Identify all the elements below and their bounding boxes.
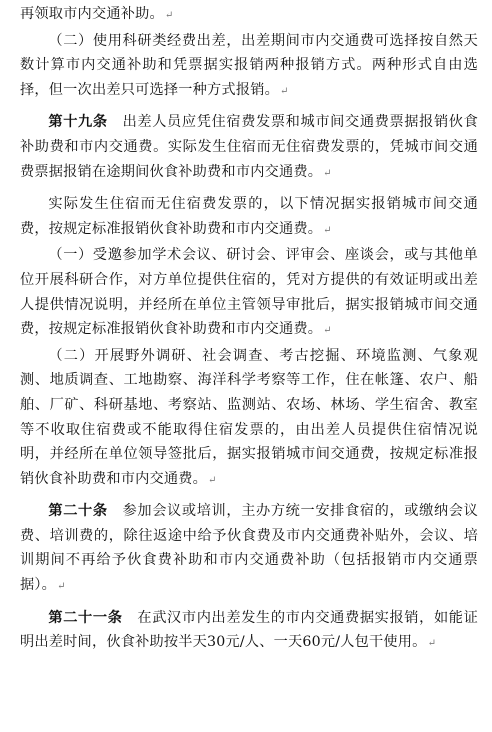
paragraph-mark-icon: ↵ xyxy=(323,325,332,337)
paragraph-continuation xyxy=(20,2,478,29)
paragraph-item-2 xyxy=(20,29,478,105)
article-heading: 第十九条 xyxy=(48,114,108,131)
paragraph-text: 再领取市内交通补助。 xyxy=(20,6,164,22)
paragraph-text: 实际发生住宿而无住宿费发票的，以下情况据实报销城市间交通费，按规定标准报销伙食补助费和市内交通费。 xyxy=(20,196,478,237)
paragraph-item-2-field xyxy=(20,344,478,494)
paragraph-text: 在武汉市内出差发生的市内交通费据实报销，如能证明出差时间，伙食补助按半天30元/人、一天60元/人包干使用。 xyxy=(20,609,479,651)
article-heading: 第二十一条 xyxy=(48,609,123,626)
paragraph-text: （一）受邀参加学术会议、研讨会、评审会、座谈会，或与其他单位开展科研合作，对方单位提供住宿的，凭对方提供的有效证明或出差人提供情况说明，并经所在单位主管领导审批后，据实报销城市间交通费，按规定标准报销伙食补助费和市内交通费。 xyxy=(20,247,478,338)
paragraph-mark-icon: ↵ xyxy=(164,10,174,21)
article-19 xyxy=(20,110,478,186)
paragraph-item-1 xyxy=(20,243,478,343)
paragraph-mark-icon: ↵ xyxy=(427,638,437,650)
paragraph-text: 参加会议或培训，主办方统一安排食宿的，或缴纳会议费、培训费的，除往返途中给予伙食费及市内交通费补贴外，会议、培训期间不再给予伙食费补助和市内交通费补助（包括报销市内交通票据）。 xyxy=(20,503,479,594)
article-20 xyxy=(20,499,478,599)
article-heading: 第二十条 xyxy=(48,503,108,520)
paragraph-mark-icon: ↵ xyxy=(323,224,332,236)
paragraph-text: 出差人员应凭住宿费发票和城市间交通费票据报销伙食补助费和市内交通费。实际发生住宿而无住宿费发票的，凭城市间交通费票据报销在途期间伙食补助费和市内交通费。 xyxy=(20,114,479,180)
paragraph-text: （二）开展野外调研、社会调查、考古挖掘、环境监测、气象观测、地质调查、工地勘察、海洋科学考察等工作，住在帐篷、农户、船舶、厂矿、科研基地、考察站、监测站、农场、林场、学生宿舍、教室等不收取住宿费或不能取得住宿发票的，由出差人员提供住宿情况说明，并经所在单位领导签批后，据实报销城市间交通费，按规定标准报销伙食补助费和市内交通费。 xyxy=(20,347,478,487)
paragraph-no-invoice xyxy=(20,192,478,243)
paragraph-text: （二）使用科研类经费出差，出差期间市内交通费可选择按自然天数计算市内交通补助和凭票据实报销两种报销方式。两种形式自由选择，但一次出差只可选择一种方式报销。 xyxy=(20,32,478,98)
paragraph-mark-icon: ↵ xyxy=(208,474,217,486)
article-21 xyxy=(20,606,478,657)
paragraph-mark-icon: ↵ xyxy=(57,581,66,593)
paragraph-mark-icon: ↵ xyxy=(323,167,332,179)
paragraph-mark-icon: ↵ xyxy=(279,85,289,97)
